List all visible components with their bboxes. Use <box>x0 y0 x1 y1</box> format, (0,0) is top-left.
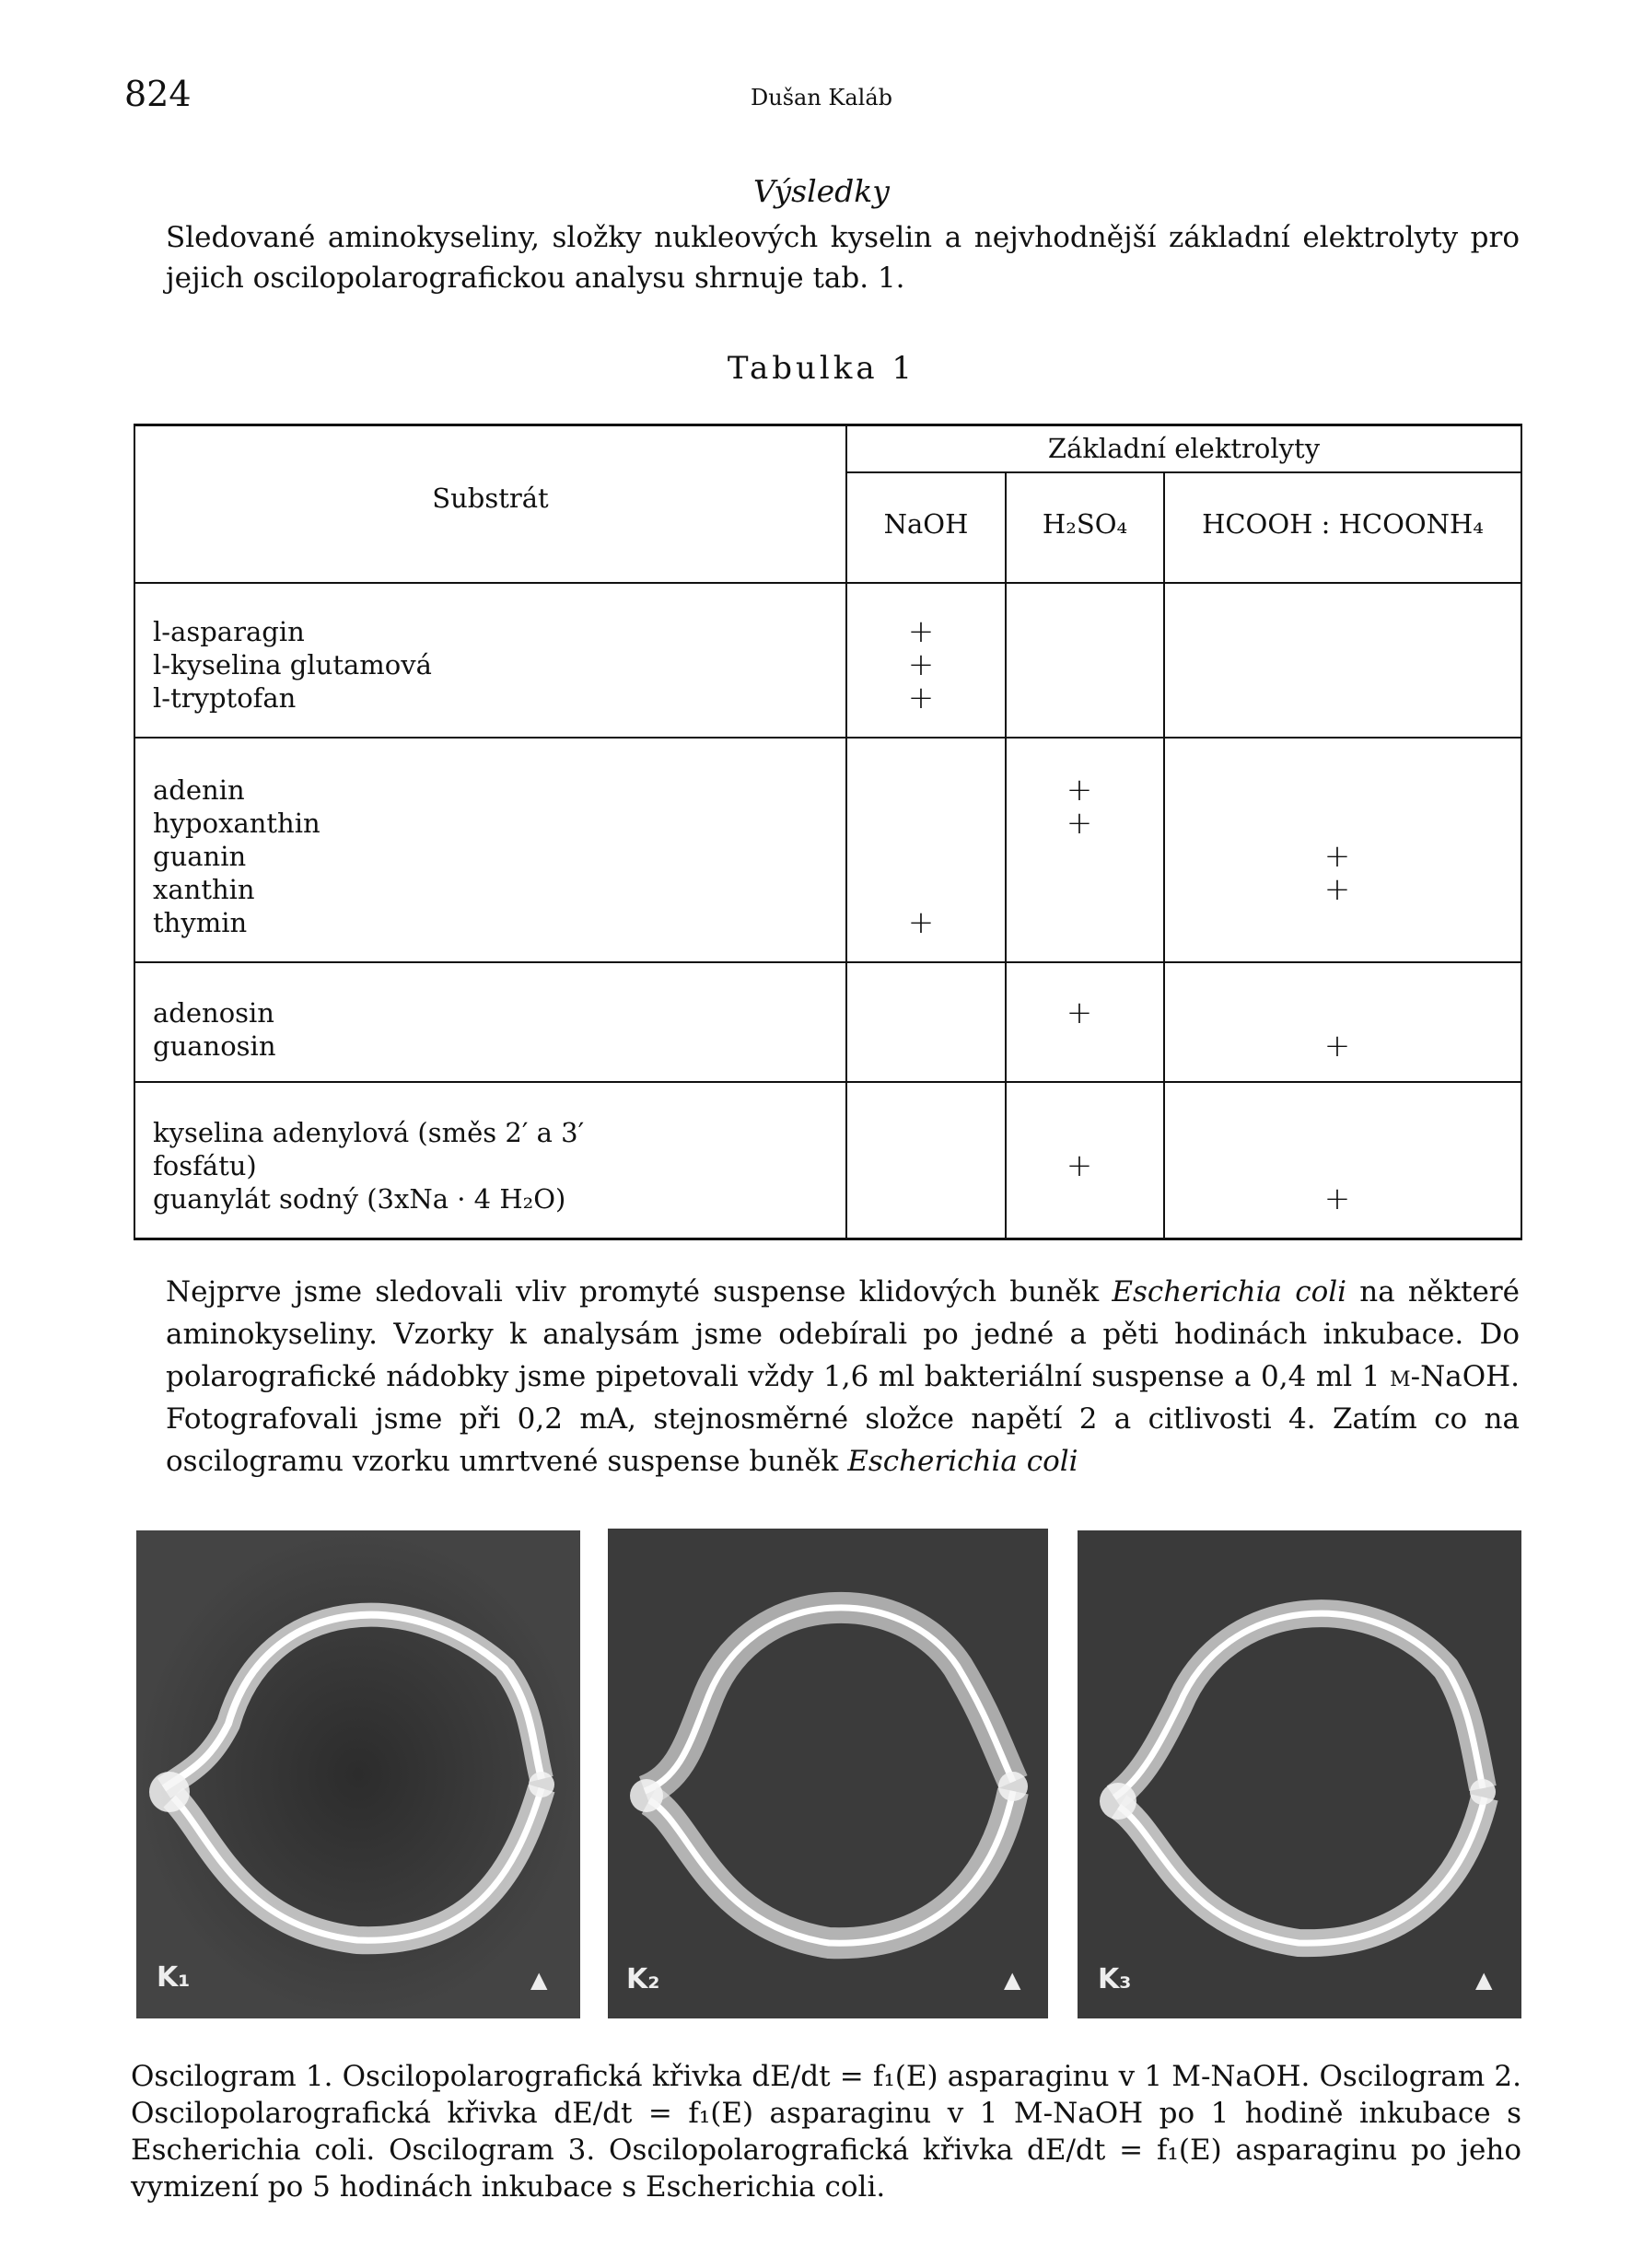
oscillogram-3-marker: ▲ <box>1475 1967 1493 1993</box>
plus-thymin-naoh: + <box>907 904 935 941</box>
plus-guanin-hcooh: + <box>1323 838 1351 875</box>
plus-asparagin-naoh: + <box>907 613 935 650</box>
body-text-3: -NaOH. Fotografovali jsme při 0,2 mA, stejnosměrné složce napětí 2 a citlivosti 4. Zatím co na oscilogramu vzorku umrtvené suspense buněk <box>166 1360 1520 1478</box>
oscillogram-1-label: K₁ <box>157 1961 191 1994</box>
table-group-rule <box>845 471 1522 473</box>
table-row-rule-2 <box>134 961 1522 963</box>
table-col-rule-2 <box>1163 471 1165 1240</box>
oscillogram-1-marker: ▲ <box>530 1967 548 1993</box>
oscillogram-3-curve <box>1078 1530 1521 2018</box>
plus-xanthin-hcooh: + <box>1323 871 1351 908</box>
electrolytes-header: Základní elektrolyty <box>1047 433 1321 464</box>
body-molar-symbol: m <box>1390 1360 1411 1393</box>
table-bottom-rule <box>134 1238 1522 1240</box>
oscillogram-2-marker: ▲ <box>1004 1967 1021 1993</box>
table-col-rule-1 <box>1005 471 1007 1240</box>
plus-adenin-h2so4: + <box>1066 772 1093 808</box>
col-h2so4-header: H₂SO₄ <box>1042 508 1128 540</box>
oscillogram-2-label: K₂ <box>626 1963 660 1995</box>
oscillogram-1-curve <box>136 1530 580 2018</box>
section-title: Výsledky <box>753 173 890 209</box>
plus-hypoxanthin-h2so4: + <box>1066 805 1093 842</box>
body-text-1: Nejprve jsme sledovali vliv promyté suspense klidových buněk <box>166 1275 1113 1308</box>
substrates-amino-acids: l-asparagin l-kyselina glutamová l-tryptofan <box>153 616 432 714</box>
table-title: Tabulka 1 <box>727 350 916 387</box>
plus-adenylova-h2so4: + <box>1066 1147 1093 1184</box>
intro-paragraph: Sledované aminokyseliny, složky nukleových kyselin a nejvhodnější základní elektrolyty pro jejich oscilopolarografickou analysu shrnuje tab. 1. <box>166 221 1520 295</box>
body-paragraph <box>166 1271 1520 1483</box>
substrate-header: Substrát <box>432 483 549 514</box>
oscillogram-3-label: K₃ <box>1098 1963 1132 1995</box>
body-species-1: Escherichia coli <box>1112 1275 1347 1308</box>
table-right-rule <box>1521 424 1522 1240</box>
table-top-rule <box>134 424 1522 426</box>
body-text-2: na některé aminokyseliny. Vzorky k analysám jsme odebírali po jedné a pěti hodinách inkubace. Do polarografické nádobky jsme pipetovali vždy 1,6 ml bakteriální suspense a 0,4 ml 1 <box>166 1275 1520 1393</box>
oscillogram-3 <box>1078 1530 1521 2018</box>
body-species-2: Escherichia coli <box>847 1445 1078 1478</box>
col-naoh-header: NaOH <box>883 508 969 540</box>
table-row-rule-3 <box>134 1081 1522 1083</box>
plus-glutamova-naoh: + <box>907 646 935 683</box>
substrates-bases: adenin hypoxanthin guanin xanthin thymin <box>153 774 320 938</box>
plus-guanylat-hcooh: + <box>1323 1181 1351 1217</box>
oscillogram-2 <box>608 1529 1048 2018</box>
plus-tryptofan-naoh: + <box>907 680 935 716</box>
plus-guanosin-hcooh: + <box>1323 1028 1351 1064</box>
oscillogram-2-curve <box>608 1529 1048 2018</box>
col-hcooh-header: HCOOH : HCOONH₄ <box>1202 508 1484 540</box>
plus-adenosin-h2so4: + <box>1066 994 1093 1031</box>
page-number: 824 <box>124 74 192 114</box>
substrates-nucleosides: adenosin guanosin <box>153 997 276 1062</box>
oscillogram-1 <box>136 1530 580 2018</box>
table-row-rule-1 <box>134 737 1522 739</box>
table-header-rule <box>134 582 1522 584</box>
figure-caption: Oscilogram 1. Oscilopolarografická křivka dE/dt = f₁(E) asparaginu v 1 M-NaOH. Oscilogram 2. Oscilopolarografická křivka dE/dt = f₁(E) asparaginu v 1 M-NaOH po 1 hodině inkubace s Escherichia coli. Oscilogram 3. Oscilopolarografická křivka dE/dt = f₁(E) asparaginu po jeho vymizení po 5 hodinách inkubace s Escherichia coli. <box>131 2060 1521 2204</box>
table-left-rule <box>134 424 135 1240</box>
running-header-author: Dušan Kaláb <box>751 85 892 110</box>
table-substrate-rule <box>845 424 847 1240</box>
substrates-nucleotides: kyselina adenylová (směs 2′ a 3′ fosfátu) guanylát sodný (3xNa · 4 H₂O) <box>153 1117 585 1215</box>
